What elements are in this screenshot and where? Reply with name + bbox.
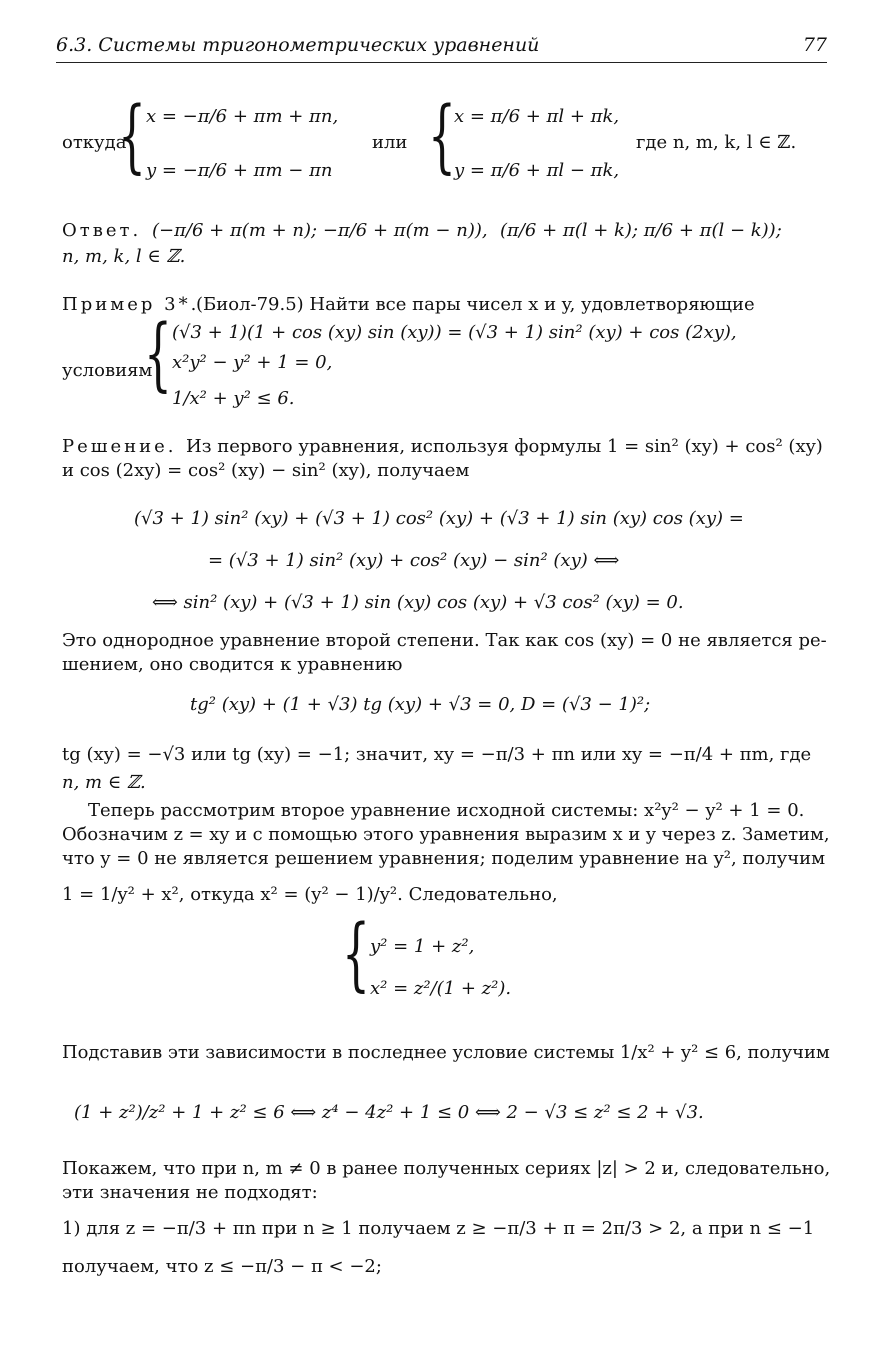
system3-eq1: y² = 1 + z², (370, 936, 475, 957)
or-word: или (372, 132, 408, 153)
answer-domain: n, m, k, l ∈ ℤ. (62, 246, 186, 267)
left-brace: { (342, 907, 370, 1000)
paragraph-line: 1) для z = −π/3 + πn при n ≥ 1 получаем z ≥ −π/3 + π = 2π/3 > 2, а при n ≤ −1 (62, 1218, 815, 1239)
page-number: 77 (802, 34, 827, 56)
equation-a: (√3 + 1) sin² (xy) + (√3 + 1) cos² (xy) + (√3 + 1) sin (xy) cos (xy) = (134, 508, 744, 529)
paragraph-line: n, m ∈ ℤ. (62, 772, 146, 793)
condition-1: (√3 + 1)(1 + cos (xy) sin (xy)) = (√3 + 1) sin² (xy) + cos (2xy), (172, 322, 737, 343)
paragraph-line: Это однородное уравнение второй степени. Так как cos (xy) = 0 не является ре- (62, 630, 827, 651)
system-label: откуда (62, 132, 127, 153)
left-brace: { (118, 89, 146, 182)
condition-3: 1/x² + y² ≤ 6. (172, 388, 295, 409)
solution-line-1: Из первого уравнения, используя формулы 1 = sin² (xy) + cos² (xy) (186, 436, 823, 457)
condition-2: x²y² − y² + 1 = 0, (172, 352, 333, 373)
paragraph-line: 1 = 1/y² + x², откуда x² = (y² − 1)/y². Следовательно, (62, 884, 558, 905)
equation-tg: tg² (xy) + (1 + √3) tg (xy) + √3 = 0, D = (√3 − 1)²; (190, 694, 651, 715)
equation-c: ⟺ sin² (xy) + (√3 + 1) sin (xy) cos (xy) + √3 cos² (xy) = 0. (152, 592, 684, 613)
paragraph-line: Теперь рассмотрим второе уравнение исходной системы: x²y² − y² + 1 = 0. (88, 800, 805, 821)
section-title: 6.3. Системы тригонометрических уравнений (56, 34, 540, 56)
paragraph-line: Покажем, что при n, m ≠ 0 в ранее полученных сериях |z| > 2 и, следовательно, (62, 1158, 831, 1179)
answer-series-2: (π/6 + π(l + k); π/6 + π(l − k)); (500, 220, 782, 241)
system1-eq2: y = −π/6 + πm − πn (146, 160, 333, 181)
paragraph-line: получаем, что z ≤ −π/3 − π < −2; (62, 1256, 382, 1277)
example-label: Пример 3*. (62, 294, 200, 315)
paragraph-line: tg (xy) = −√3 или tg (xy) = −1; значит, xy = −π/3 + πn или xy = −π/4 + πm, где (62, 744, 812, 765)
paragraph-line: эти значения не подходят: (62, 1182, 318, 1203)
paragraph-line: Обозначим z = xy и с помощью этого уравнения выразим x и y через z. Заметим, (62, 824, 830, 845)
paragraph-line: что y = 0 не является решением уравнения; поделим уравнение на y², получим (62, 848, 826, 869)
system-where: где n, m, k, l ∈ ℤ. (636, 132, 797, 153)
solution-label: Решение. (62, 436, 177, 457)
system3-eq2: x² = z²/(1 + z²). (370, 978, 512, 999)
example-text: (Биол-79.5) Найти все пары чисел x и y, удовлетворяющие (196, 294, 755, 315)
paragraph-line: Подставив эти зависимости в последнее условие системы 1/x² + y² ≤ 6, получим (62, 1042, 830, 1063)
left-brace: { (428, 89, 456, 182)
answer-series-1: (−π/6 + π(m + n); −π/6 + π(m − n)), (152, 220, 488, 241)
system2-eq2: y = π/6 + πl − πk, (454, 160, 620, 181)
solution-line-2: и cos (2xy) = cos² (xy) − sin² (xy), получаем (62, 460, 470, 481)
paragraph-line: шением, оно сводится к уравнению (62, 654, 403, 675)
left-brace: { (144, 307, 172, 400)
equation-final: (1 + z²)/z² + 1 + z² ≤ 6 ⟺ z⁴ − 4z² + 1 ≤ 0 ⟺ 2 − √3 ≤ z² ≤ 2 + √3. (74, 1102, 704, 1123)
system1-eq1: x = −π/6 + πm + πn, (146, 106, 339, 127)
conditions-label: условиям (62, 360, 153, 381)
answer-label: Ответ. (62, 220, 142, 241)
equation-b: = (√3 + 1) sin² (xy) + cos² (xy) − sin² (xy) ⟺ (208, 550, 620, 571)
system2-eq1: x = π/6 + πl + πk, (454, 106, 620, 127)
running-header (56, 30, 827, 63)
